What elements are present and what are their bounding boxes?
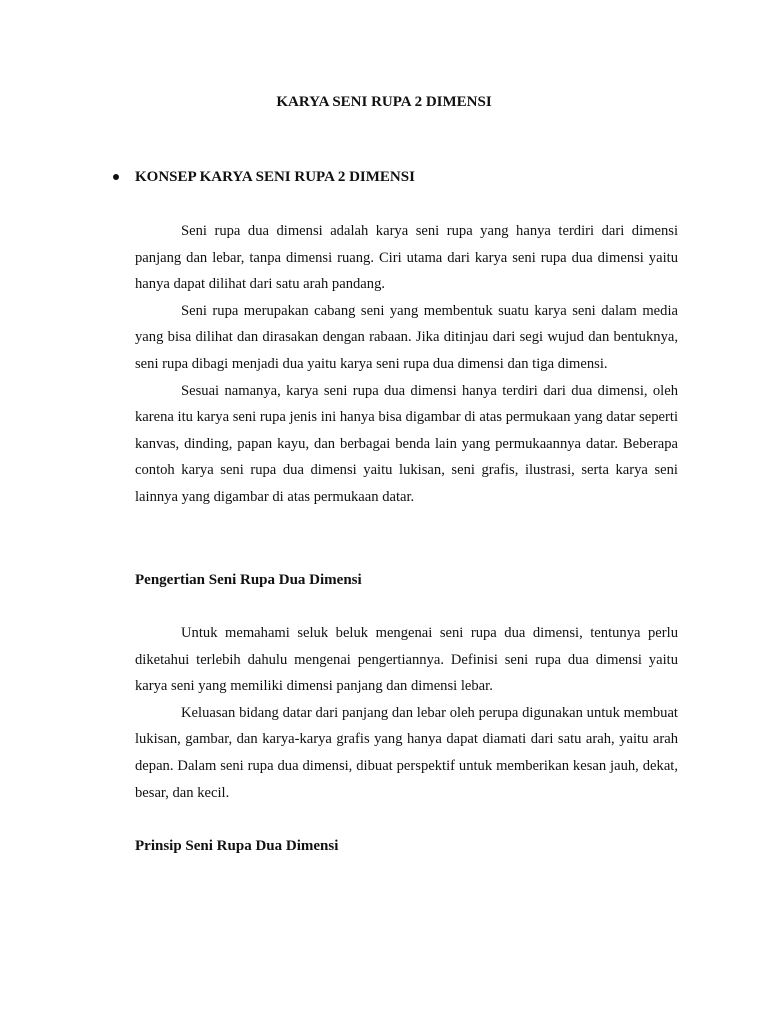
paragraph: Untuk memahami seluk beluk mengenai seni rupa dua dimensi, tentunya perlu diketahui terlebih dahulu mengenai pengertiannya. Definisi seni rupa dua dimensi yaitu karya seni yang memiliki dimensi panjang dan dimensi lebar. [135,625,678,695]
section-body-konsep [135,218,678,511]
bullet-heading-konsep [110,167,670,187]
paragraph: Sesuai namanya, karya seni rupa dua dimensi hanya terdiri dari dua dimensi, oleh karena itu karya seni rupa jenis ini hanya bisa digambar di atas permukaan yang datar seperti kanvas, dinding, papan kayu, dan berbagai benda lain yang permukaannya datar. Beberapa contoh karya seni rupa dua dimensi yaitu lukisan, seni grafis, ilustrasi, serta karya seni lainnya yang digambar di atas permukaan datar. [135,382,678,505]
section-body-pengertian [135,620,678,806]
paragraph: Seni rupa merupakan cabang seni yang membentuk suatu karya seni dalam media yang bisa dilihat dan dirasakan dengan rabaan. Jika ditinjau dari segi wujud dan bentuknya, seni rupa dibagi menjadi dua yaitu karya seni rupa dua dimensi dan tiga dimensi. [135,302,678,372]
section-heading-prinsip: Prinsip Seni Rupa Dua Dimensi [135,838,339,854]
paragraph: Keluasan bidang datar dari panjang dan lebar oleh perupa digunakan untuk membuat lukisan, gambar, dan karya-karya grafis yang hanya dapat diamati dari satu arah, yaitu arah depan. Dalam seni rupa dua dimensi, dibuat perspektif untuk memberikan kesan jauh, dekat, besar, dan kecil. [135,704,678,801]
section-heading-konsep: KONSEP KARYA SENI RUPA 2 DIMENSI [135,169,415,185]
bullet-icon [113,174,119,180]
paragraph: Seni rupa dua dimensi adalah karya seni rupa yang hanya terdiri dari dimensi panjang dan lebar, tanpa dimensi ruang. Ciri utama dari karya seni rupa dua dimensi yaitu hanya dapat dilihat dari satu arah pandang. [135,223,678,293]
document-title: KARYA SENI RUPA 2 DIMENSI [276,94,492,110]
section-heading-pengertian: Pengertian Seni Rupa Dua Dimensi [135,572,362,588]
